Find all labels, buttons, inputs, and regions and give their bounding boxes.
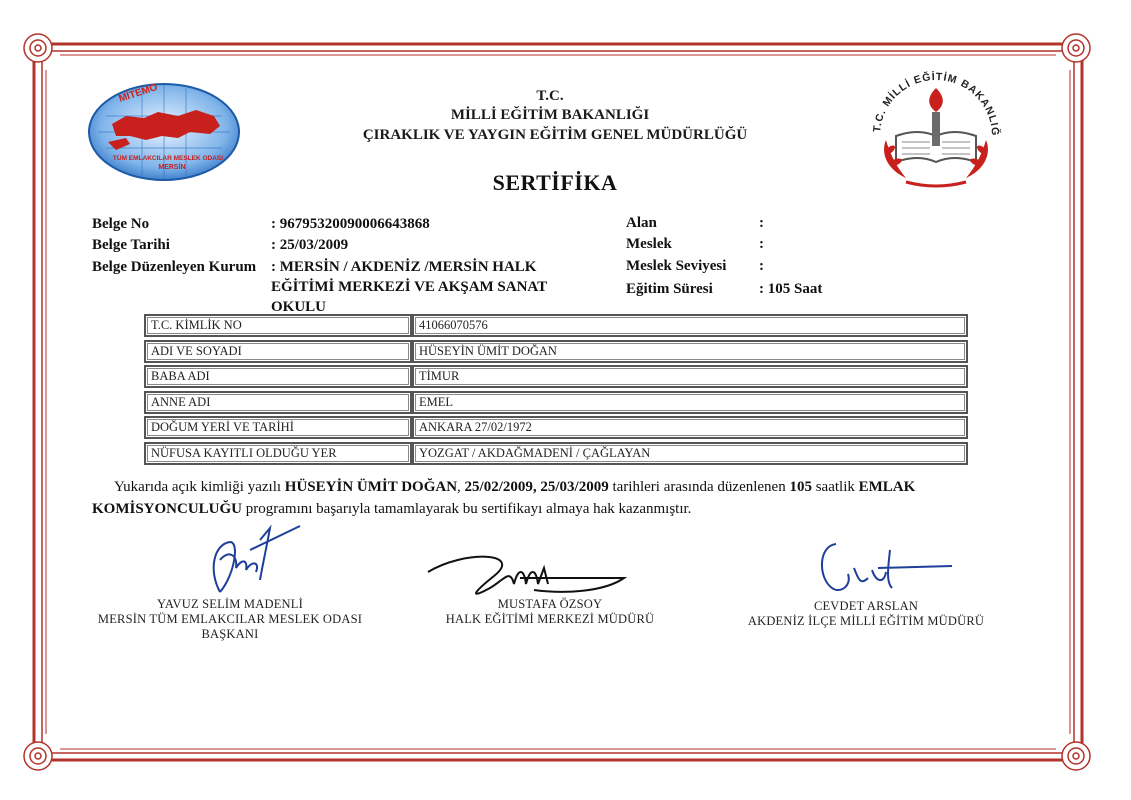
signatory-2-title1: HALK EĞİTİMİ MERKEZİ MÜDÜRÜ: [445, 612, 655, 626]
value-alan: :: [759, 215, 764, 231]
value-anne-adi: EMEL: [412, 391, 968, 414]
label-meslek: Meslek: [626, 236, 672, 252]
table-row: [144, 365, 966, 388]
certificate-statement: [92, 476, 1012, 520]
personal-info-table: [144, 314, 966, 467]
signatory-3-title1: AKDENİZ İLÇE MİLLİ EĞİTİM MÜDÜRÜ: [747, 614, 985, 628]
field-adi-soyadi: ADI VE SOYADI: [144, 340, 412, 363]
value-tc-kimlik: 41066070576: [412, 314, 968, 337]
statement-p1: Yukarıda açık kimliği yazılı: [114, 479, 285, 495]
value-adi-soyadi: HÜSEYİN ÜMİT DOĞAN: [412, 340, 968, 363]
signature-1: [190, 520, 320, 600]
header-tc: T.C.: [536, 88, 564, 104]
statement-program: EMLAK KOMİSYONCULUĞU: [92, 479, 916, 517]
signatory-2-name: MUSTAFA ÖZSOY: [497, 597, 603, 611]
table-row: [144, 442, 966, 465]
value-kurum-line1: : MERSİN / AKDENİZ /MERSİN HALK: [271, 259, 537, 275]
signatory-2: [430, 597, 670, 627]
field-nufus: NÜFUSA KAYITLI OLDUĞU YER: [144, 442, 412, 465]
value-baba-adi: TİMUR: [412, 365, 968, 388]
signatory-3: [734, 599, 998, 629]
table-row: [144, 416, 966, 439]
statement-dates: 25/02/2009, 25/03/2009: [464, 479, 609, 495]
meb-ring-text: T.C. MİLLİ EĞİTİM BAKANLIĞ: [871, 70, 1002, 137]
signatory-1: [92, 597, 368, 642]
value-kurum-line2: EĞİTİMİ MERKEZİ VE AKŞAM SANAT: [271, 279, 548, 295]
label-egitim-suresi: Eğitim Süresi: [626, 281, 713, 297]
value-meslek: :: [759, 236, 764, 252]
header-directorate: ÇIRAKLIK VE YAYGIN EĞİTİM GENEL MÜDÜRLÜĞÜ: [362, 127, 748, 143]
value-belge-tarihi: : 25/03/2009: [271, 237, 349, 253]
label-kurum: Belge Düzenleyen Kurum: [92, 259, 257, 275]
header-ministry: MİLLİ EĞİTİM BAKANLIĞI: [450, 107, 650, 123]
field-baba-adi: BABA ADI: [144, 365, 412, 388]
signature-3: [812, 538, 962, 604]
logo-top-text: MİTEMO: [117, 82, 159, 105]
table-row: [144, 314, 966, 337]
certificate-title: SERTİFİKA: [492, 170, 618, 195]
signatory-3-name: CEVDET ARSLAN: [813, 599, 919, 613]
field-tc-kimlik: T.C. KİMLİK NO: [144, 314, 412, 337]
table-row: [144, 340, 966, 363]
value-belge-no: : 96795320090006643868: [271, 216, 430, 232]
value-kurum-line3: OKULU: [271, 299, 327, 315]
value-dogum: ANKARA 27/02/1972: [412, 416, 968, 439]
meb-logo: [866, 70, 1006, 194]
table-row: [144, 391, 966, 414]
label-meslek-seviyesi: Meslek Seviyesi: [626, 258, 727, 274]
logo-bottom-text2: MERSİN: [158, 164, 186, 171]
statement-p2: ,: [457, 479, 465, 495]
statement-name: HÜSEYİN ÜMİT DOĞAN: [284, 479, 458, 495]
mitemo-logo: [86, 80, 242, 186]
field-dogum: DOĞUM YERİ VE TARİHİ: [144, 416, 412, 439]
statement-p3: tarihleri arasında düzenlenen: [608, 479, 790, 495]
statement-hours: 105: [789, 479, 812, 495]
label-belge-tarihi: Belge Tarihi: [92, 237, 170, 253]
label-belge-no: Belge No: [92, 216, 150, 232]
signatory-1-name: YAVUZ SELİM MADENLİ: [157, 597, 303, 611]
value-nufus: YOZGAT / AKDAĞMADENİ / ÇAĞLAYAN: [412, 442, 968, 465]
label-alan: Alan: [626, 215, 657, 231]
signatory-1-title1: MERSİN TÜM EMLAKCILAR MESLEK ODASI: [97, 612, 363, 626]
field-anne-adi: ANNE ADI: [144, 391, 412, 414]
value-meslek-seviyesi: :: [759, 258, 764, 274]
statement-p4: saatlik: [811, 479, 859, 495]
statement-p5: programını başarıyla tamamlayarak bu sertifikayı almaya hak kazanmıştır.: [242, 501, 692, 517]
signatory-1-title2: BAŞKANI: [201, 627, 259, 641]
logo-bottom-text1: TÜM EMLAKCILAR MESLEK ODASI: [112, 155, 224, 162]
value-egitim-suresi: : 105 Saat: [759, 281, 823, 297]
